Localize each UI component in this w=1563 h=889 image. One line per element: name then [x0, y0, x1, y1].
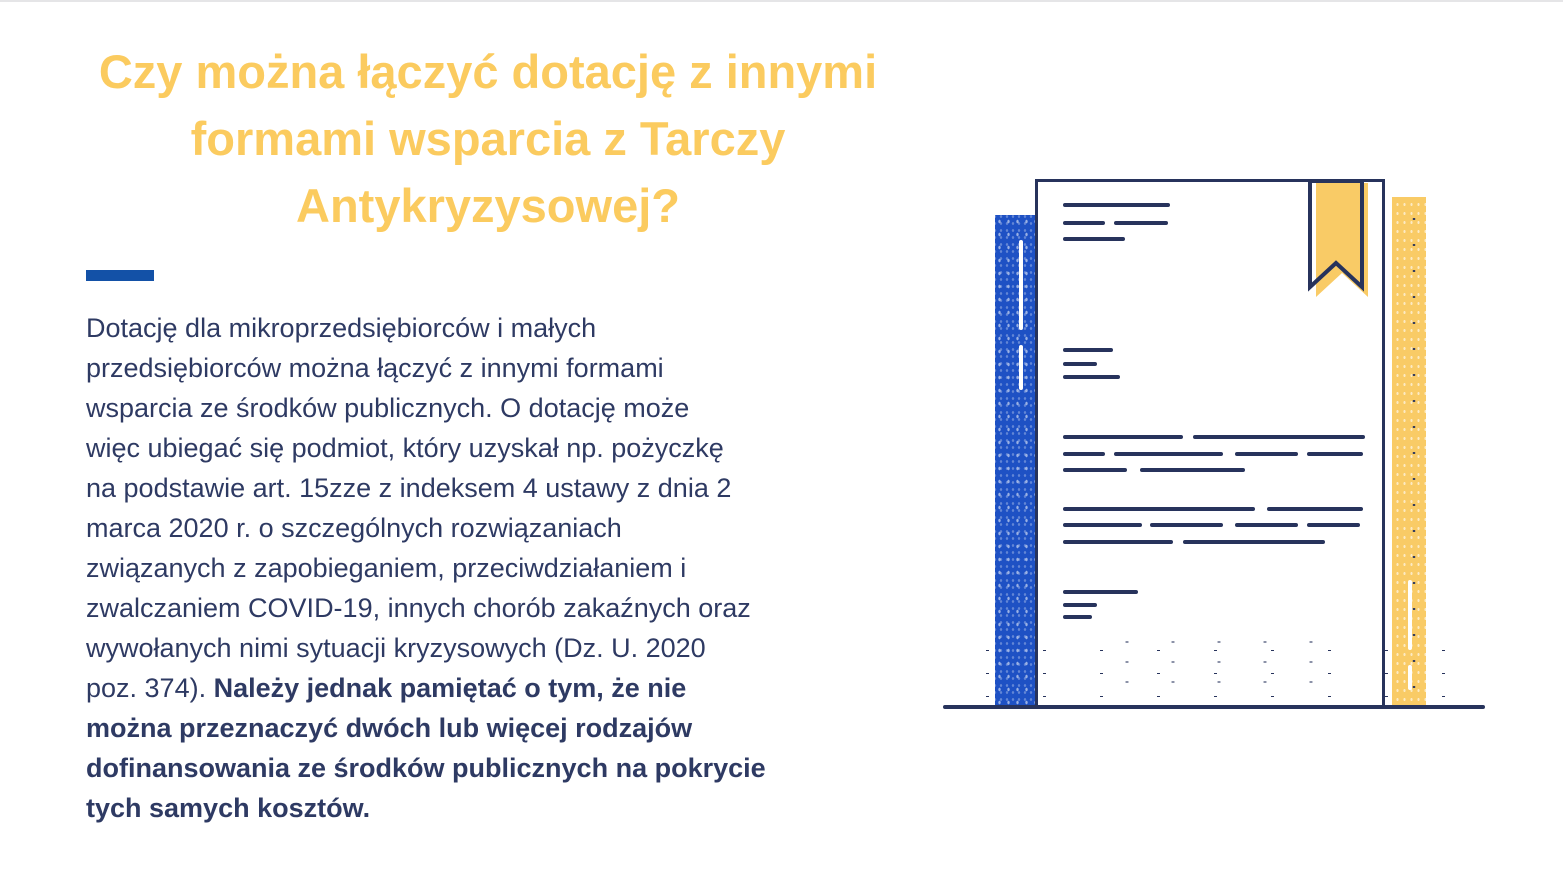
spine-highlight: [1019, 345, 1023, 390]
page-text-line: [1063, 590, 1138, 594]
page-text-line: [1063, 523, 1142, 527]
body-text: [86, 308, 906, 828]
body-text-line: poz. 374). Należy jednak pamiętać o tym, że nie: [86, 673, 687, 703]
document-with-bookmark-illustration: [930, 170, 1530, 760]
page-text-line: [1063, 375, 1120, 379]
page-text-line: [1063, 348, 1113, 352]
page-text-line: [1235, 523, 1298, 527]
page-text-line: [1063, 221, 1105, 225]
page-text-line: [1063, 507, 1255, 511]
page-text-line: [1140, 468, 1245, 472]
page-text-line: [1063, 362, 1097, 366]
page-text-line: [1063, 615, 1092, 619]
page-text-line: [1063, 540, 1173, 544]
body-text-line: marca 2020 r. o szczególnych rozwiązaniach: [86, 513, 622, 543]
page-text-line: [1267, 507, 1363, 511]
page-text-line: [1063, 203, 1170, 207]
bookmark-ribbon-icon: [1305, 178, 1375, 308]
body-text-line: można przeznaczyć dwóch lub więcej rodzajów: [86, 713, 693, 743]
page-text-line: [1114, 452, 1223, 456]
body-text-line: wywołanych nimi sytuacji kryzysowych (Dz. U. 2020: [86, 633, 706, 663]
body-text-line: tych samych kosztów.: [86, 793, 371, 823]
top-divider: [0, 0, 1563, 2]
body-text-line: dofinansowania ze środków publicznych na pokrycie: [86, 753, 766, 783]
page-text-line: [1150, 523, 1223, 527]
page-text-line: [1063, 452, 1105, 456]
spine-highlight: [1019, 240, 1023, 330]
ground-dots: [1100, 625, 1330, 685]
slide-title: Czy można łączyć dotację z innymi formami wsparcia z Tarczy Antykryzysowej?: [98, 45, 878, 232]
page-text-line: [1307, 523, 1360, 527]
strip-highlight: [1408, 580, 1412, 650]
page-text-line: [1183, 540, 1325, 544]
yellow-edge-strip: [1392, 197, 1426, 708]
ground-line: [943, 705, 1485, 709]
book-spine: [995, 215, 1035, 708]
body-text-line: przedsiębiorców można łączyć z innymi formami: [86, 353, 664, 383]
body-text-line: związanych z zapobieganiem, przeciwdziałaniem i: [86, 553, 687, 583]
body-text-line: wsparcia ze środków publicznych. O dotację może: [86, 393, 690, 423]
body-text-line: zwalczaniem COVID-19, innych chorób zakaźnych oraz: [86, 593, 751, 623]
page-text-line: [1063, 237, 1125, 241]
page-text-line: [1114, 221, 1168, 225]
page-text-line: [1063, 603, 1097, 607]
page-text-line: [1235, 452, 1298, 456]
page-text-line: [1307, 452, 1363, 456]
body-text-line: więc ubiegać się podmiot, który uzyskał np. pożyczkę: [86, 433, 724, 463]
page-text-line: [1063, 468, 1127, 472]
page-text-line: [1063, 435, 1183, 439]
body-text-line: na podstawie art. 15zze z indeksem 4 ustawy z dnia 2: [86, 473, 732, 503]
title-accent-bar: [86, 270, 154, 281]
body-text-line: Dotację dla mikroprzedsiębiorców i małych: [86, 313, 597, 343]
page-text-line: [1193, 435, 1365, 439]
